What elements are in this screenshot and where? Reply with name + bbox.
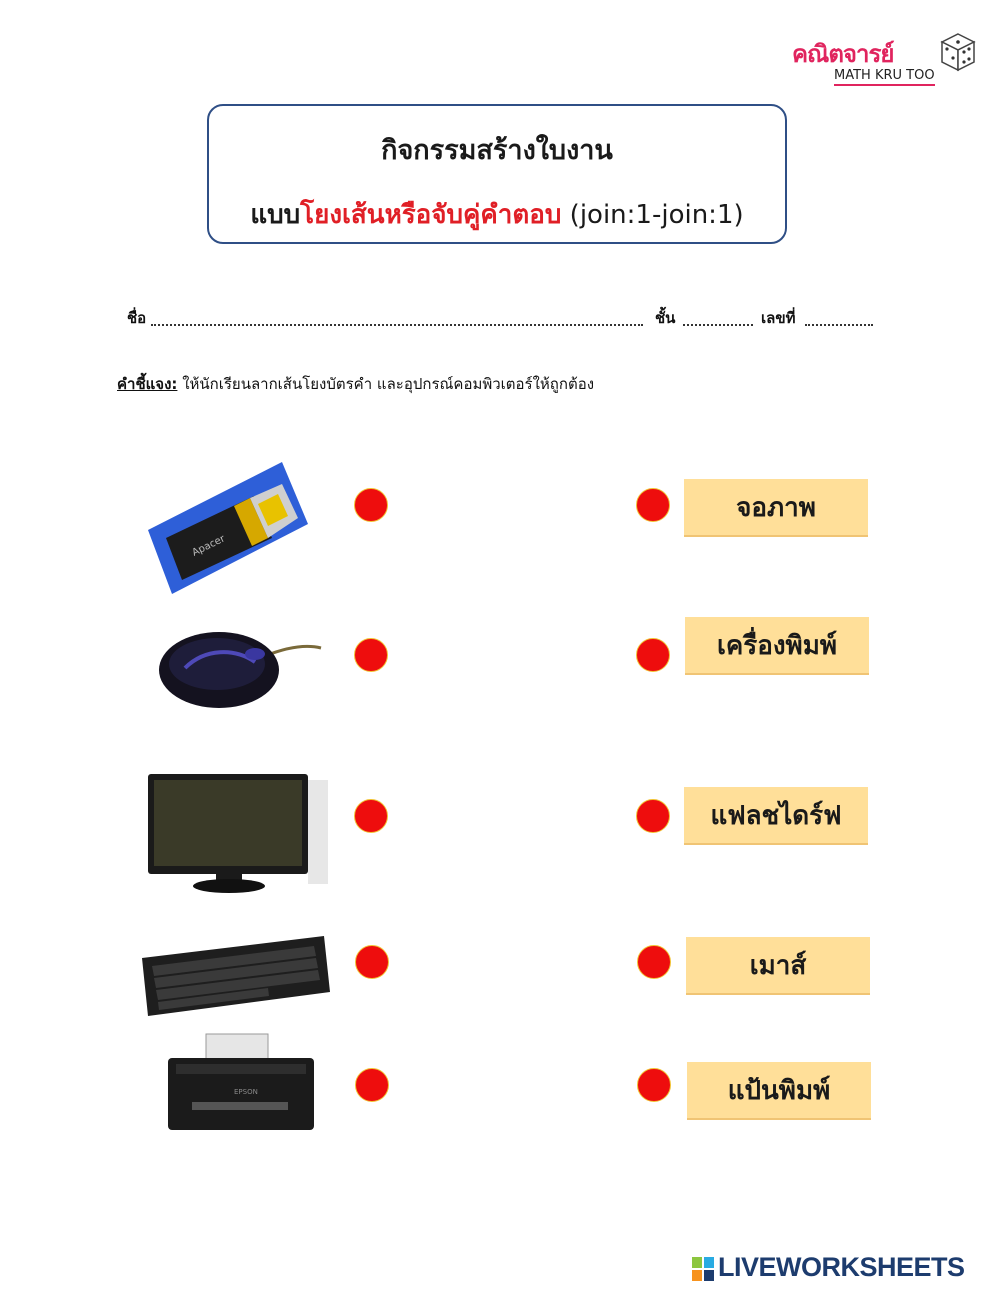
logo-sub-text: MATH KRU TOO (834, 68, 935, 86)
left-match-dot-1[interactable] (354, 488, 388, 522)
right-match-dot-2[interactable] (636, 638, 670, 672)
number-label: เลขที่ (761, 309, 796, 327)
footer-brand (692, 1252, 992, 1286)
svg-text:EPSON: EPSON (234, 1088, 258, 1096)
title-highlight: โยงเส้นหรือจับคู่คำตอบ (300, 200, 562, 230)
logo-main-text: คณิตจารย์ (792, 39, 894, 68)
right-match-dot-1[interactable] (636, 488, 670, 522)
left-match-dot-4[interactable] (355, 945, 389, 979)
name-field[interactable] (151, 309, 643, 326)
title-box (207, 104, 787, 244)
logo (792, 30, 977, 92)
right-match-dot-3[interactable] (636, 799, 670, 833)
liveworksheets-icon (692, 1257, 714, 1281)
title-line-2 (209, 194, 785, 235)
class-label: ชั้น (655, 309, 676, 327)
answer-card-monitor[interactable]: จอภาพ (684, 479, 868, 537)
footer-brand-text: LIVEWORKSHEETS (718, 1252, 965, 1282)
keyboard-picture (138, 932, 333, 1022)
answer-card-mouse[interactable]: เมาส์ (686, 937, 870, 995)
mouse-picture (155, 618, 325, 718)
title-line-1: กิจกรรมสร้างใบงาน (381, 135, 613, 166)
instruction (117, 372, 594, 396)
monitor-picture (142, 770, 332, 900)
student-info-row (127, 306, 875, 330)
right-match-dot-5[interactable] (637, 1068, 671, 1102)
left-match-dot-5[interactable] (355, 1068, 389, 1102)
answer-card-flash-drive[interactable]: แฟลชไดร์ฟ (684, 787, 868, 845)
printer-picture (162, 1032, 322, 1138)
title-suffix: (join:1-join:1) (561, 200, 744, 230)
class-field[interactable] (683, 309, 753, 326)
left-match-dot-2[interactable] (354, 638, 388, 672)
title-prefix: แบบ (250, 200, 301, 230)
left-match-dot-3[interactable] (354, 799, 388, 833)
answer-card-keyboard[interactable]: แป้นพิมพ์ (687, 1062, 871, 1120)
right-match-dot-4[interactable] (637, 945, 671, 979)
answer-card-printer[interactable]: เครื่องพิมพ์ (685, 617, 869, 675)
dice-icon (940, 32, 976, 72)
flash-drive-picture (142, 460, 312, 600)
name-label: ชื่อ (127, 309, 147, 327)
instruction-text: ให้นักเรียนลากเส้นโยงบัตรคำ และอุปกรณ์คอมพิวเตอร์ให้ถูกต้อง (177, 375, 595, 393)
instruction-label: คำชี้แจง: (117, 375, 178, 393)
number-field[interactable] (805, 309, 873, 326)
svg-text:Apacer: Apacer (190, 533, 227, 559)
